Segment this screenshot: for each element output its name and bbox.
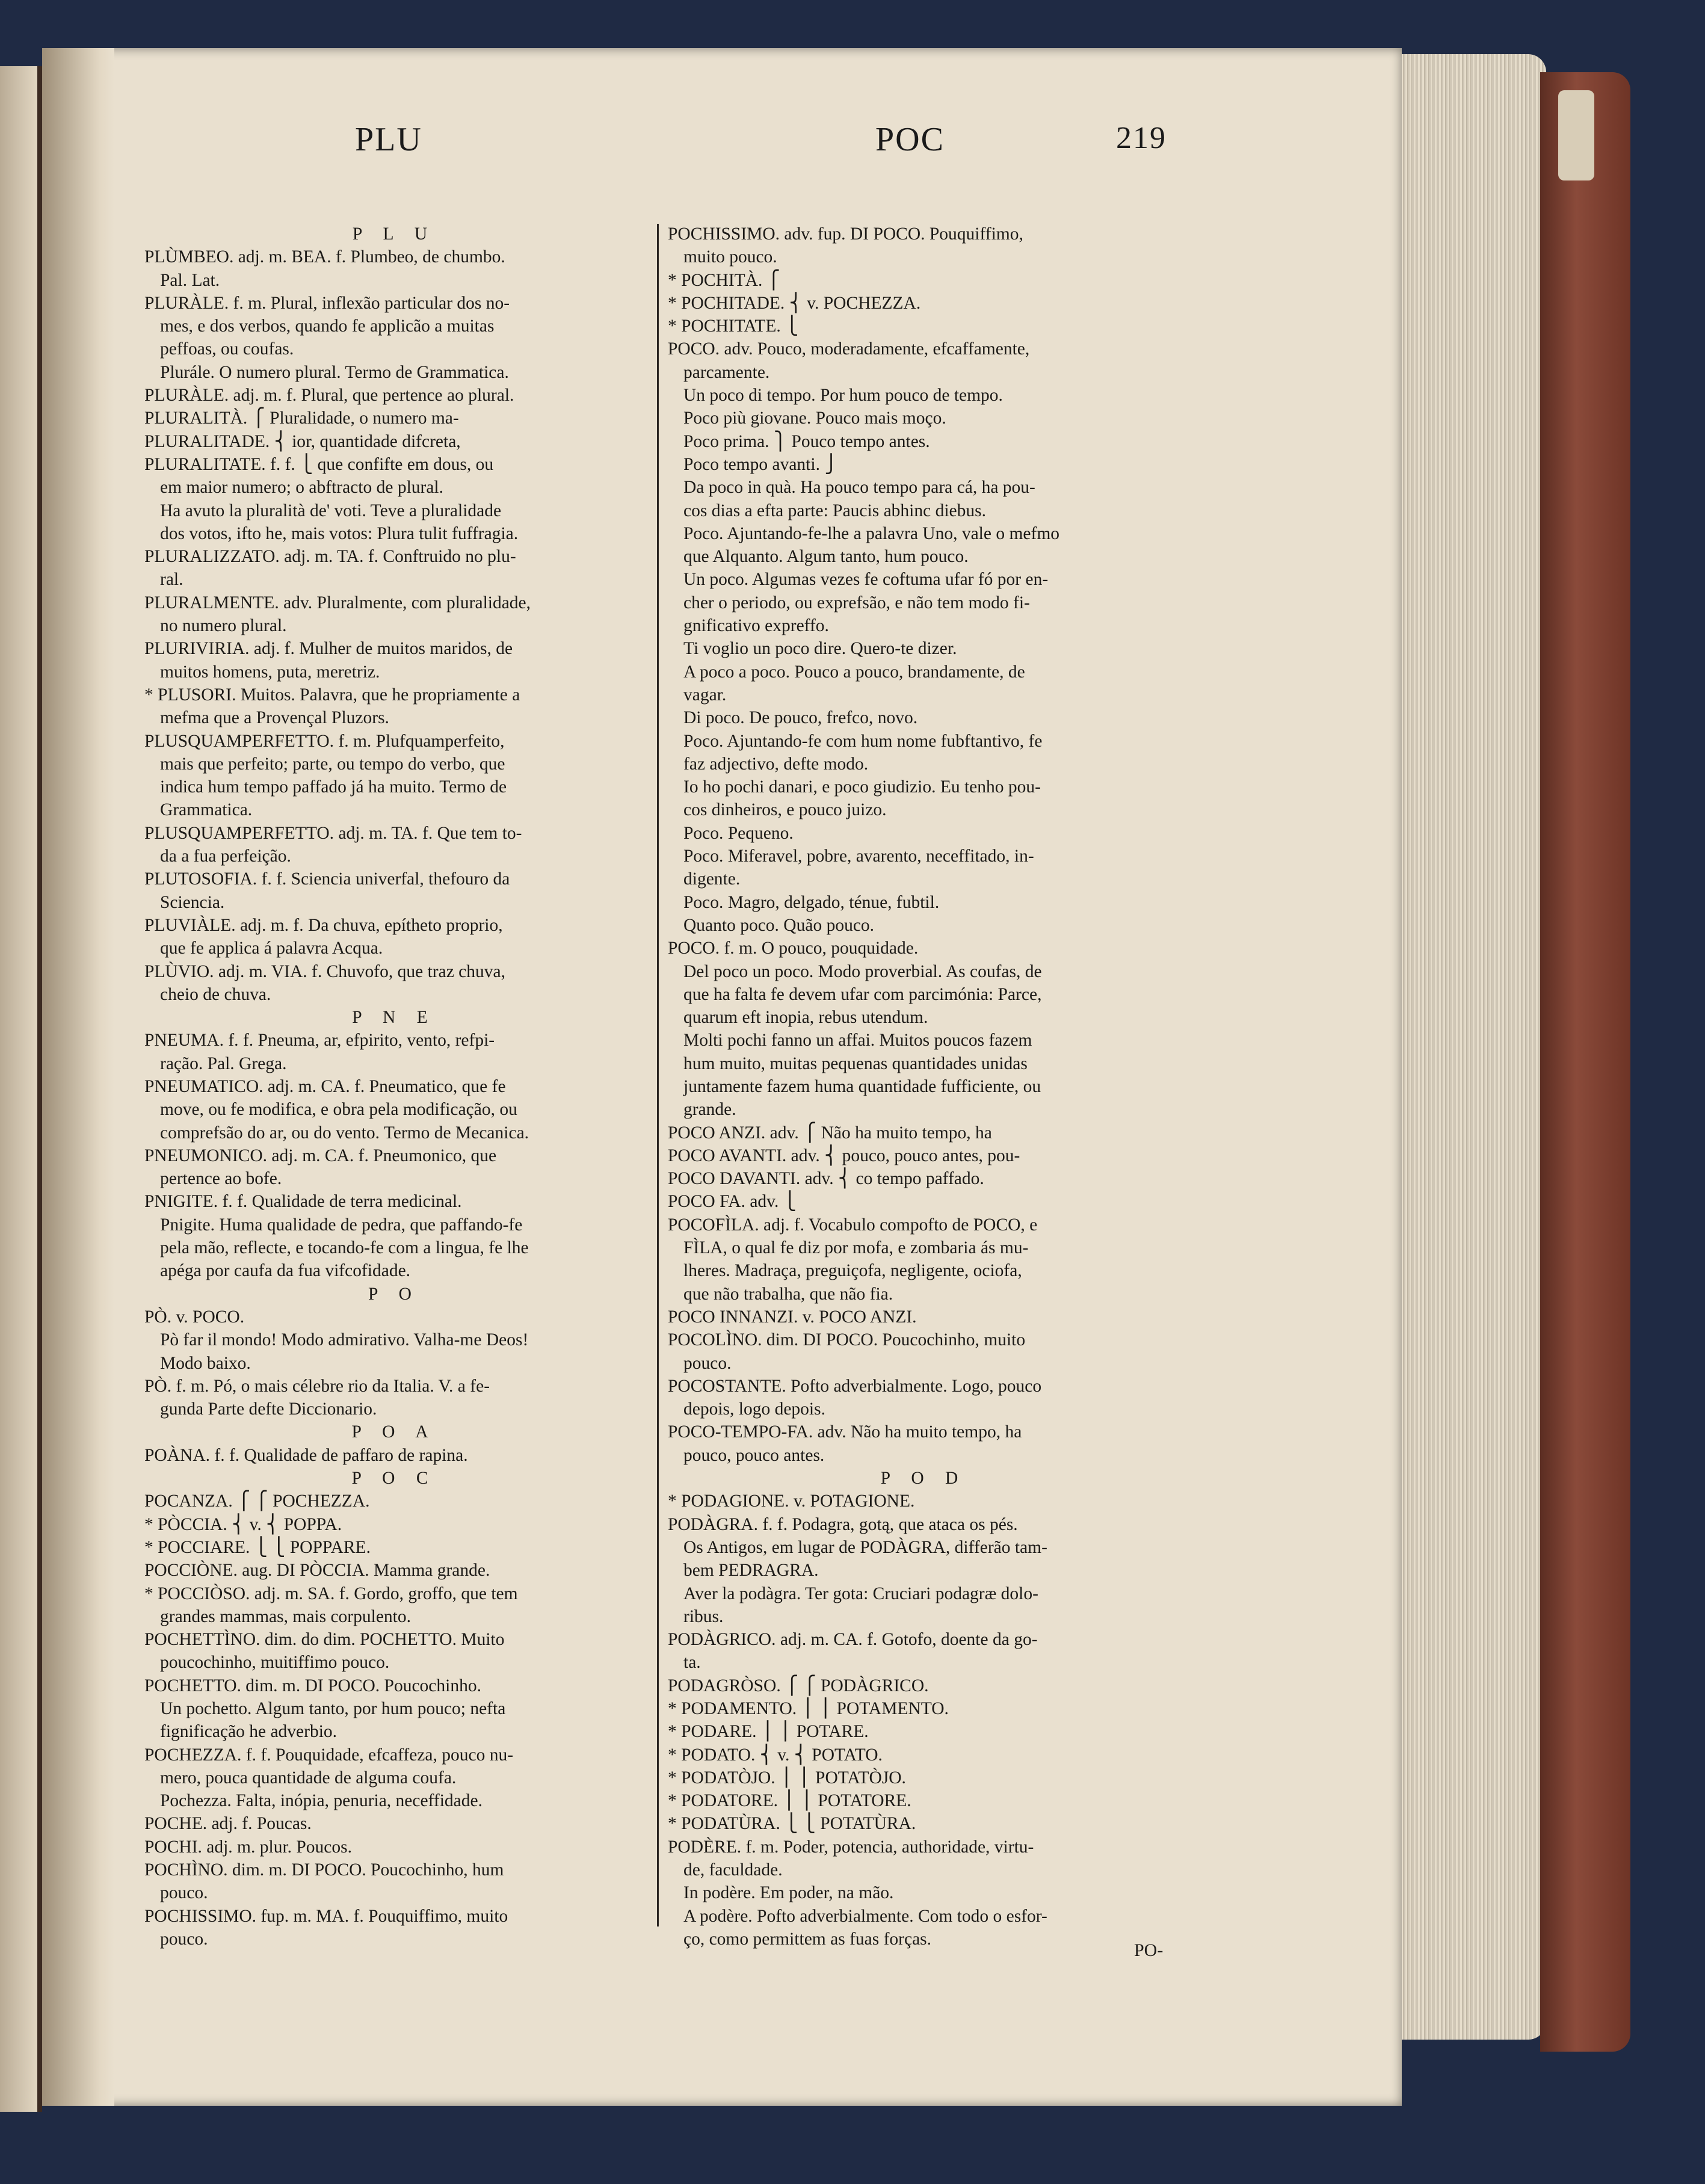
entry-line: da a fua perfeição. [160, 847, 291, 866]
entry-line: Poco. Miferavel, pobre, avarento, neceffitado, in- [683, 847, 1034, 866]
entry-line: POCOSTANTE. Pofto adverbialmente. Logo, pouco [668, 1376, 1042, 1396]
entry-line: move, ou fe modifica, e obra pela modificação, ou [160, 1100, 517, 1120]
entry-line: mes, e dos verbos, quando fe applicão a muitas [160, 316, 495, 336]
entry-line: Poco prima. ⎫ Pouco tempo antes. [683, 431, 930, 451]
entry-line: Os Antigos, em lugar de PODÀGRA, differão tam- [683, 1537, 1047, 1557]
entry-line: Molti pochi fanno un affai. Muitos poucos fazem [683, 1031, 1032, 1050]
entry-line: que não trabalha, que não fia. [683, 1284, 893, 1304]
entry-line: * PODATÒJO. ⎪ ⎪ POTATÒJO. [668, 1768, 906, 1788]
entry-line: POCOLÌNO. dim. DI POCO. Poucochinho, muito [668, 1330, 1026, 1350]
entry-line: juntamente fazem huma quantidade fufficiente, ou [683, 1076, 1041, 1096]
section-heading: P N E [352, 1008, 436, 1028]
entry-line: pela mão, reflecte, e tocando-fe com a lingua, fe lhe [160, 1238, 529, 1258]
entry-line: POCHÌNO. dim. m. DI POCO. Poucochinho, hum [144, 1860, 504, 1880]
entry-line: dos votos, ifto he, mais votos: Plura tulit fuffragia. [160, 523, 519, 543]
entry-line: Poco più giovane. Pouco mais moço. [683, 409, 946, 428]
entry-line: PLÙMBEO. adj. m. BEA. f. Plumbeo, de chumbo. [144, 247, 505, 267]
entry-line: Del poco un poco. Modo proverbial. As coufas, de [683, 961, 1042, 981]
entry-line: Pochezza. Falta, inópia, penuria, neceffidade. [160, 1791, 483, 1811]
left-column [144, 223, 644, 1951]
entry-line: pouco, pouco antes. [683, 1445, 825, 1465]
entry-line: * POCHITÀ. ⎧ [668, 270, 780, 290]
book-cover-binding [1540, 72, 1630, 2052]
previous-page-edge [0, 66, 42, 2112]
entry-line: indica hum tempo paffado já ha muito. Termo de [160, 777, 507, 797]
entry-line: PLUSQUAMPERFETTO. f. m. Plufquamperfeito, [144, 731, 505, 751]
entry-line: PODÈRE. f. m. Poder, potencia, authoridade, virtu- [668, 1837, 1034, 1857]
entry-line: PNEUMONICO. adj. m. CA. f. Pneumonico, que [144, 1146, 497, 1165]
entry-line: Ti voglio un poco dire. Quero-te dizer. [683, 639, 957, 659]
entry-line: pouco. [160, 1929, 208, 1949]
section-heading: P O D [880, 1469, 967, 1488]
entry-line: mefma que a Provençal Pluzors. [160, 708, 389, 728]
entry-line: apéga por caufa da fua vifcofidade. [160, 1261, 411, 1281]
entry-line: A podère. Pofto adverbialmente. Com todo o esfor- [683, 1906, 1047, 1926]
entry-line: Un poco. Algumas vezes fe coftuma ufar fó por en- [683, 570, 1049, 590]
entry-line: vagar. [683, 685, 727, 705]
entry-line: Poco. Pequeno. [683, 823, 794, 843]
entry-line: quarum eft inopia, rebus utendum. [683, 1008, 928, 1028]
entry-line: Poco. Ajuntando-fe com hum nome fubftantivo, fe [683, 731, 1043, 751]
entry-line: * POCCIARE. ⎩ ⎩ POPPARE. [144, 1537, 371, 1557]
entry-line: Io ho pochi danari, e poco giudizio. Eu tenho pou- [683, 777, 1041, 797]
entry-line: muitos homens, puta, meretriz. [160, 662, 380, 682]
entry-line: POCO-TEMPO-FA. adv. Não ha muito tempo, ha [668, 1422, 1022, 1442]
page-number: 219 [1116, 121, 1167, 155]
entry-line: PLURALITATE. f. f. ⎩ que confifte em dous, ou [144, 454, 494, 474]
entry-line: * PLUSORI. Muitos. Palavra, que he propriamente a [144, 685, 520, 705]
cover-tab [1558, 90, 1594, 180]
entry-line: PLURALIZZATO. adj. m. TA. f. Conftruido no plu- [144, 547, 516, 567]
entry-line: poucochinho, muitiffimo pouco. [160, 1653, 390, 1673]
entry-line: PÒ. v. POCO. [144, 1307, 245, 1327]
entry-line: parcamente. [683, 362, 770, 382]
entry-line: * PODAMENTO. ⎪ ⎪ POTAMENTO. [668, 1699, 949, 1718]
entry-line: Quanto poco. Quão pouco. [683, 915, 875, 935]
entry-line: que Alquanto. Algum tanto, hum pouco. [683, 547, 969, 567]
entry-line: pertence ao bofe. [160, 1169, 282, 1189]
entry-line: muito pouco. [683, 247, 777, 267]
entry-line: grande. [683, 1100, 736, 1120]
entry-line: hum muito, muitas pequenas quantidades unidas [683, 1053, 1028, 1073]
entry-line: cheio de chuva. [160, 984, 271, 1004]
entry-line: bem PEDRAGRA. [683, 1561, 819, 1581]
entry-line: gunda Parte defte Diccionario. [160, 1399, 377, 1419]
entry-line: pouco. [683, 1353, 732, 1373]
section-heading: P O C [351, 1469, 437, 1488]
entry-line: PLUVIÀLE. adj. m. f. Da chuva, epítheto proprio, [144, 915, 503, 935]
entry-line: POCOFÌLA. adj. f. Vocabulo compofto de POCO, e [668, 1215, 1038, 1235]
entry-line: depois, logo depois. [683, 1399, 825, 1419]
entry-line: PLURIVIRIA. adj. f. Mulher de muitos maridos, de [144, 639, 513, 659]
entry-line: PLUTOSOFIA. f. f. Sciencia univerfal, thefouro da [144, 869, 510, 889]
entry-line: grandes mammas, mais corpulento. [160, 1606, 411, 1626]
entry-line: mero, pouca quantidade de alguma coufa. [160, 1768, 457, 1788]
entry-line: cos dias a efta parte: Paucis abhinc diebus. [683, 501, 986, 520]
page-gutter [42, 48, 114, 2106]
entry-line: In podère. Em poder, na mão. [683, 1883, 894, 1903]
catchword: PO- [1134, 1940, 1164, 1960]
entry-line: * PODATO. ⎨ v. ⎨ POTATO. [668, 1745, 883, 1765]
entry-line: lheres. Madraça, preguiçofa, negligente, ociofa, [683, 1261, 1022, 1281]
entry-line: POCO INNANZI. v. POCO ANZI. [668, 1307, 917, 1327]
entry-line: POCO FA. adv. ⎩ [668, 1192, 797, 1212]
entry-line: PLURÀLE. adj. m. f. Plural, que pertence ao plural. [144, 386, 514, 406]
entry-line: * PODAGIONE. v. POTAGIONE. [668, 1491, 915, 1511]
previous-page-spine [37, 66, 42, 2112]
entry-line: POCCIÒNE. aug. DI PÒCCIA. Mamma grande. [144, 1561, 490, 1581]
entry-line: POCO AVANTI. adv. ⎨ pouco, pouco antes, pou- [668, 1146, 1020, 1165]
entry-line: no numero plural. [160, 616, 287, 636]
entry-line: PLURALMENTE. adv. Pluralmente, com pluralidade, [144, 593, 531, 612]
entry-line: PNEUMATICO. adj. m. CA. f. Pneumatico, que fe [144, 1076, 506, 1096]
entry-line: A poco a poco. Pouco a pouco, brandamente, de [683, 662, 1025, 682]
entry-line: ral. [160, 570, 183, 590]
entry-line: PODAGRÒSO. ⎧ ⎧ PODÀGRICO. [668, 1676, 929, 1695]
entry-line: POÀNA. f. f. Qualidade de paffaro de rapina. [144, 1445, 468, 1465]
entry-line: POCHETTO. dim. m. DI POCO. Poucochinho. [144, 1676, 481, 1695]
entry-line: POCO ANZI. adv. ⎧ Não ha muito tempo, ha [668, 1123, 992, 1143]
entry-line: Aver la podàgra. Ter gota: Cruciari podagræ dolo- [683, 1584, 1038, 1603]
entry-line: Poco. Magro, delgado, ténue, fubtil. [683, 892, 940, 912]
entry-line: Poco tempo avanti. ⎭ [683, 454, 838, 474]
entry-line: que fe applica á palavra Acqua. [160, 939, 383, 958]
entry-line: em maior numero; o abftracto de plural. [160, 478, 444, 498]
entry-line: de, faculdade. [683, 1860, 783, 1880]
entry-line: Pnigite. Huma qualidade de pedra, que paffando-fe [160, 1215, 523, 1235]
entry-line: Modo baixo. [160, 1353, 251, 1373]
entry-line: POCHISSIMO. adv. fup. DI POCO. Pouquiffimo, [668, 224, 1023, 244]
entry-line: fignificação he adverbio. [160, 1722, 338, 1742]
entry-line: PLURALITADE. ⎨ ior, quantidade difcreta, [144, 431, 461, 451]
entry-line: * PODATORE. ⎪ ⎪ POTATORE. [668, 1791, 911, 1811]
entry-line: cos dinheiros, e pouco juizo. [683, 800, 887, 820]
entry-line: PNIGITE. f. f. Qualidade de terra medicinal. [144, 1192, 462, 1212]
entry-line: digente. [683, 869, 741, 889]
entry-line: FÌLA, o qual fe diz por mofa, e zombaria ás mu- [683, 1238, 1029, 1258]
entry-line: Un poco di tempo. Por hum pouco de tempo. [683, 386, 1003, 406]
entry-line: * POCHITADE. ⎨ v. POCHEZZA. [668, 293, 921, 313]
entry-line: POCHEZZA. f. f. Pouquidade, efcaffeza, pouco nu- [144, 1745, 514, 1765]
entry-line: ribus. [683, 1606, 724, 1626]
column-divider [657, 224, 659, 1926]
right-column [668, 223, 1179, 1951]
entry-line: comprefsão do ar, ou do vento. Termo de Mecanica. [160, 1123, 529, 1143]
entry-line: Pò far il mondo! Modo admirativo. Valha-me Deos! [160, 1330, 529, 1350]
entry-line: peffoas, ou coufas. [160, 339, 294, 359]
entry-line: Poco. Ajuntando-fe-lhe a palavra Uno, vale o mefmo [683, 523, 1060, 543]
entry-line: que ha falta fe devem ufar com parcimónia: Parce, [683, 984, 1042, 1004]
entry-line: ração. Pal. Grega. [160, 1053, 287, 1073]
entry-line: * PODARE. ⎪ ⎪ POTARE. [668, 1722, 869, 1742]
section-heading: P O [368, 1284, 420, 1304]
entry-line: * POCHITATE. ⎩ [668, 316, 799, 336]
section-heading: P L U [352, 224, 436, 244]
entry-line: ço, como permittem as fuas forças. [683, 1929, 932, 1949]
entry-line: POCANZA. ⎧ ⎧ POCHEZZA. [144, 1491, 370, 1511]
entry-line: Plurále. O numero plural. Termo de Grammatica. [160, 362, 509, 382]
running-head-right: POC [875, 121, 945, 158]
entry-line: PODÀGRA. f. f. Podagra, gotą, que ataca os pés. [668, 1514, 1018, 1534]
entry-line: Ha avuto la pluralità de' voti. Teve a pluralidade [160, 501, 502, 520]
entry-line: PNEUMA. f. f. Pneuma, ar, efpirito, vento, refpi- [144, 1031, 495, 1050]
entry-line: POCHE. adj. f. Poucas. [144, 1814, 312, 1834]
entry-line: Di poco. De pouco, frefco, novo. [683, 708, 918, 728]
entry-line: faz adjectivo, defte modo. [683, 754, 869, 774]
entry-line: POCO. adv. Pouco, moderadamente, efcaffamente, [668, 339, 1030, 359]
entry-line: Un pochetto. Algum tanto, por hum pouco; nefta [160, 1699, 506, 1718]
entry-line: Pal. Lat. [160, 270, 220, 290]
entry-line: cher o periodo, ou exprefsão, e não tem modo fi- [683, 593, 1030, 612]
entry-line: * PÒCCIA. ⎨ v. ⎨ POPPA. [144, 1514, 342, 1534]
entry-line: POCO DAVANTI. adv. ⎨ co tempo paffado. [668, 1169, 984, 1189]
entry-line: PLURÀLE. f. m. Plural, inflexão particular dos no- [144, 293, 510, 313]
entry-line: PLUSQUAMPERFETTO. adj. m. TA. f. Que tem to- [144, 823, 522, 843]
entry-line: POCHI. adj. m. plur. Poucos. [144, 1837, 352, 1857]
entry-line: * POCCIÒSO. adj. m. SA. f. Gordo, groffo, que tem [144, 1584, 518, 1603]
entry-line: PÒ. f. m. Pó, o mais célebre rio da Italia. V. a fe- [144, 1376, 490, 1396]
entry-line: PODÀGRICO. adj. m. CA. f. Gotofo, doente da go- [668, 1630, 1038, 1650]
section-heading: P O A [351, 1422, 437, 1442]
entry-line: mais que perfeito; parte, ou tempo do verbo, que [160, 754, 505, 774]
entry-line: POCHETTÌNO. dim. do dim. POCHETTO. Muito [144, 1630, 505, 1650]
entry-line: ta. [683, 1653, 701, 1673]
entry-line: PLÙVIO. adj. m. VIA. f. Chuvofo, que traz chuva, [144, 961, 505, 981]
running-head-left: PLU [355, 121, 422, 158]
entry-line: Da poco in quà. Ha pouco tempo para cá, ha pou- [683, 478, 1035, 498]
entry-line: pouco. [160, 1883, 208, 1903]
entry-line: POCHISSIMO. fup. m. MA. f. Pouquiffimo, muito [144, 1906, 508, 1926]
entry-line: * PODATÙRA. ⎩ ⎩ POTATÙRA. [668, 1814, 916, 1834]
entry-line: POCO. f. m. O pouco, pouquidade. [668, 939, 919, 958]
entry-line: Sciencia. [160, 892, 225, 912]
entry-line: Grammatica. [160, 800, 253, 820]
entry-line: PLURALITÀ. ⎧ Pluralidade, o numero ma- [144, 409, 459, 428]
entry-line: gnificativo expreffo. [683, 616, 829, 636]
